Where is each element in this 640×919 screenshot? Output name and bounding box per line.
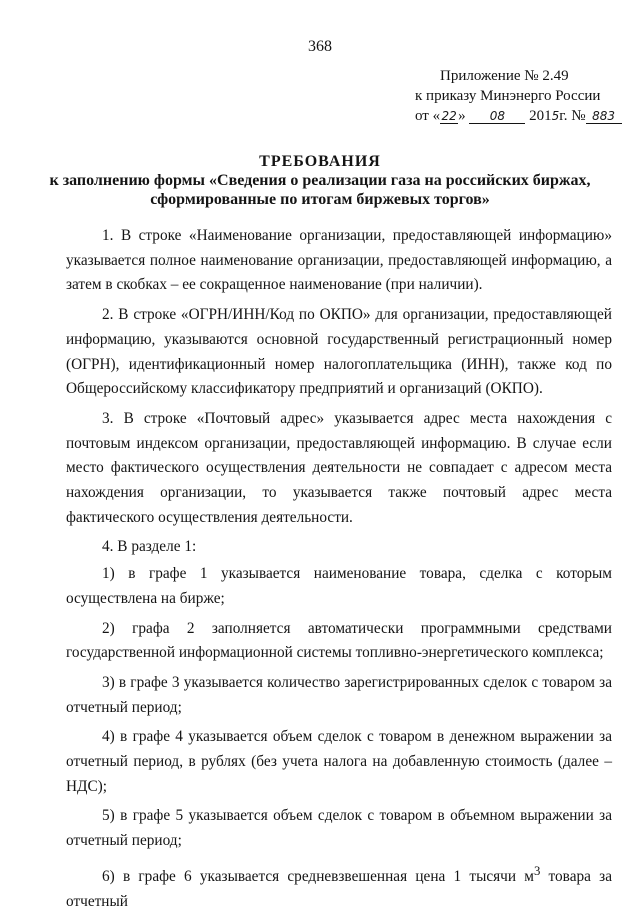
date-prefix: от «	[415, 108, 441, 124]
heading-subtitle-line2: сформированные по итогам биржевых торгов»	[150, 191, 490, 208]
handwritten-month: 08	[469, 109, 525, 124]
heading-subtitle-line1: к заполнению формы «Сведения о реализации газа на российских биржах,	[49, 172, 591, 189]
item-4: 4) в графе 4 указывается объем сделок с товаром в денежном выражении за отчетный период, в рублях (без учета налога на добавленную стоимость (далее – НДС);	[66, 728, 612, 795]
handwritten-order-number: 883	[586, 109, 622, 124]
item-6-text: 6) в графе 6 указывается средневзвешенная цена 1 тысячи м	[102, 867, 534, 885]
appendix-block	[415, 66, 630, 126]
handwritten-day: 22	[441, 109, 457, 123]
item-6	[66, 859, 612, 915]
page-number: 368	[308, 38, 332, 55]
order-number-prefix: г. №	[559, 108, 586, 124]
item-6-superscript: 3	[533, 863, 541, 878]
heading-title: ТРЕБОВАНИЯ	[259, 153, 381, 170]
handwritten-year-digit: 5	[551, 109, 560, 123]
paragraph-2: 2. В строке «ОГРН/ИНН/Код по ОКПО» для организации, предоставляющей информацию, указываются основной государственный регистрационный номер (ОГРН), идентификационный номер налогоплательщика (ИНН), также код по Общероссийскому классификатору предприятий и организаций (ОКПО).	[66, 306, 612, 398]
document-body	[66, 224, 612, 919]
appendix-title: Приложение № 2.49	[440, 68, 569, 84]
appendix-date-line	[415, 106, 630, 126]
document-heading	[0, 152, 640, 209]
paragraph-3: 3. В строке «Почтовый адрес» указывается адрес места нахождения с почтовым индексом организации, предоставляющей информацию. В случае если место фактического осуществления деятельности не совпадает с адресом места нахождения организации, то указывается также почтовый адрес места фактического осуществления деятельности.	[66, 409, 612, 526]
appendix-order-ref: к приказу Минэнерго России	[415, 88, 601, 104]
paragraph-1: 1. В строке «Наименование организации, предоставляющей информацию» указывается полное наименование организации, предоставляющей информацию, а затем в скобках – ее сокращенное наименование (при наличии).	[66, 227, 612, 294]
item-3: 3) в графе 3 указывается количество зарегистрированных сделок с товаром за отчетный период;	[66, 673, 612, 716]
item-5: 5) в графе 5 указывается объем сделок с товаром в объемном выражении за отчетный период;	[66, 807, 612, 850]
item-1: 1) в графе 1 указывается наименование товара, сделка с которым осуществлена на бирже;	[66, 565, 612, 607]
paragraph-4: 4. В разделе 1:	[102, 538, 197, 556]
item-6-text-end: товара за отчетный	[66, 867, 612, 910]
year-prefix: 201	[529, 108, 552, 124]
item-2: 2) графа 2 заполняется автоматически программными средствами государственной информационной системы топливно-энергетического комплекса;	[66, 619, 612, 662]
date-quote-close: »	[458, 108, 466, 124]
